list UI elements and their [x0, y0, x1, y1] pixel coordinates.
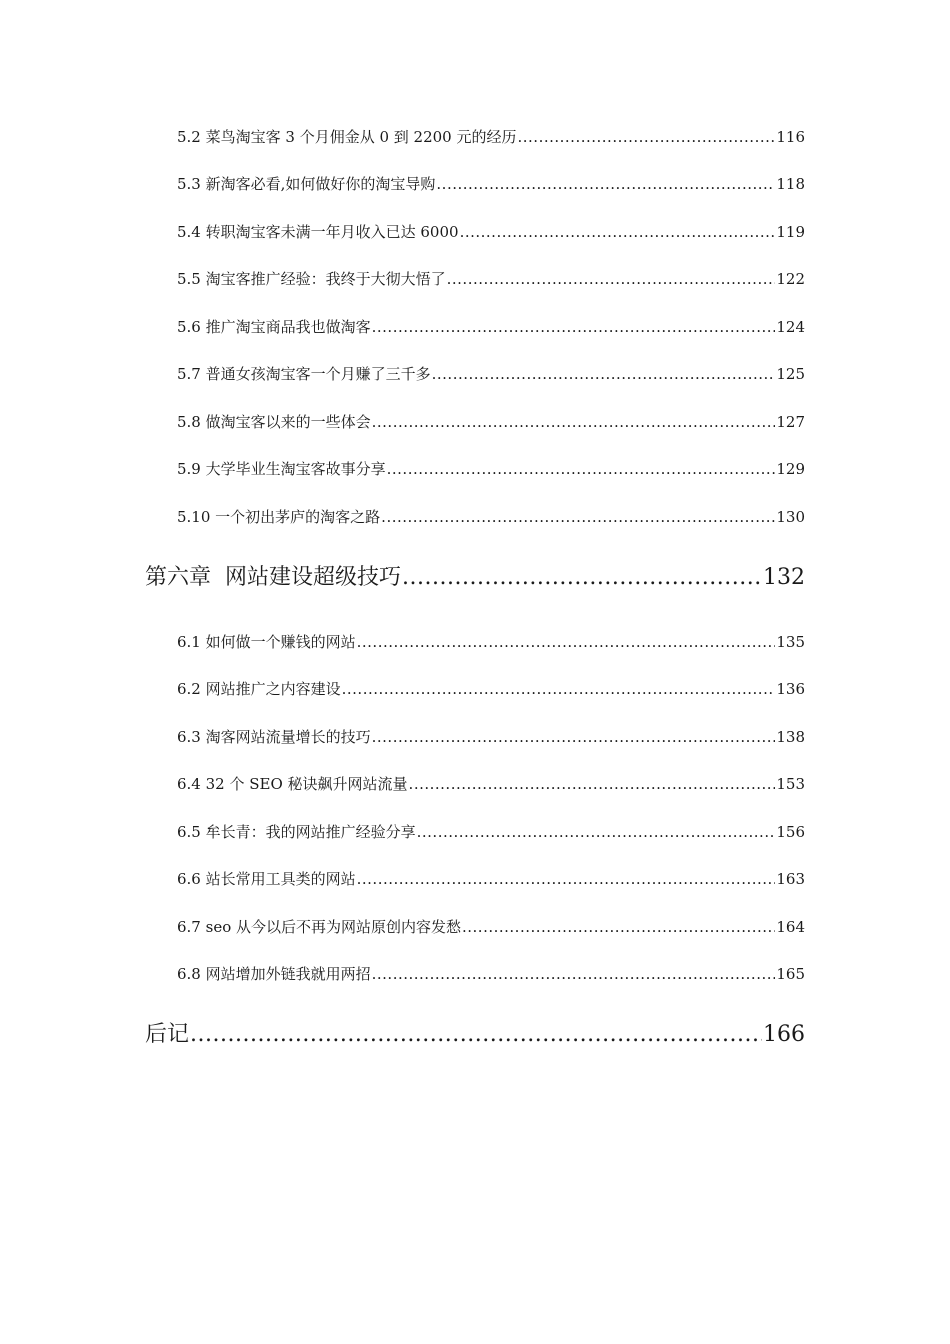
- toc-entry-title: 6.6 站长常用工具类的网站: [177, 870, 356, 888]
- dot-leader: [462, 916, 775, 938]
- chapter-name: 网站建设超级技巧: [225, 565, 402, 590]
- toc-entry-page: 135: [776, 633, 805, 651]
- toc-entry-page: 153: [776, 775, 805, 793]
- dot-leader: [447, 268, 776, 290]
- toc-entry-5-6[interactable]: [177, 316, 805, 338]
- toc-entry-page: 129: [776, 460, 805, 478]
- toc-afterword[interactable]: [145, 1019, 805, 1051]
- toc-entry-title: 6.4 32 个 SEO 秘诀飙升网站流量: [177, 775, 408, 793]
- chapter-page: 132: [763, 565, 805, 590]
- dot-leader: [409, 773, 776, 795]
- toc-entry-title: 6.8 网站增加外链我就用两招: [177, 965, 371, 983]
- toc-entry-5-7[interactable]: [177, 363, 805, 385]
- toc-entry-title: 5.6 推广淘宝商品我也做淘客: [177, 318, 371, 336]
- toc-entry-page: 165: [776, 965, 805, 983]
- toc-entry-5-2[interactable]: [177, 126, 805, 148]
- toc-entry-5-10[interactable]: [177, 506, 805, 528]
- toc-entry-5-4[interactable]: [177, 221, 805, 243]
- dot-leader: [372, 963, 776, 985]
- toc-entry-page: 136: [776, 680, 805, 698]
- dot-leader: [432, 363, 776, 385]
- toc-entry-title: 5.10 一个初出茅庐的淘客之路: [177, 508, 381, 526]
- toc-entry-page: 122: [776, 270, 805, 288]
- toc-entry-title: 5.2 菜鸟淘宝客 3 个月佣金从 0 到 2200 元的经历: [177, 128, 517, 146]
- toc-entry-page: 163: [776, 870, 805, 888]
- chapter-title: [145, 562, 401, 594]
- toc-entry-6-6[interactable]: [177, 868, 805, 890]
- toc-entry-6-8[interactable]: [177, 963, 805, 985]
- toc-entry-page: 125: [776, 365, 805, 383]
- afterword-title: 后记: [145, 1022, 190, 1047]
- toc-entry-6-2[interactable]: [177, 678, 805, 700]
- dot-leader: [190, 1019, 762, 1051]
- chapter-label: 第六章: [145, 565, 212, 590]
- toc-entry-title: 5.8 做淘宝客以来的一些体会: [177, 413, 371, 431]
- toc-entry-title: 6.5 牟长青：我的网站推广经验分享: [177, 823, 416, 841]
- toc-entry-title: 6.3 淘客网站流量增长的技巧: [177, 728, 371, 746]
- toc-entry-page: 124: [776, 318, 805, 336]
- toc-entry-title: 6.1 如何做一个赚钱的网站: [177, 633, 356, 651]
- dot-leader: [387, 458, 776, 480]
- dot-leader: [372, 411, 776, 433]
- dot-leader: [402, 562, 762, 594]
- toc-entry-page: 164: [776, 918, 805, 936]
- toc-entry-5-5[interactable]: [177, 268, 805, 290]
- toc-chapter-6[interactable]: [145, 562, 805, 594]
- toc-entry-title: 5.5 淘宝客推广经验：我终于大彻大悟了: [177, 270, 446, 288]
- dot-leader: [372, 316, 776, 338]
- toc-entry-6-3[interactable]: [177, 726, 805, 748]
- dot-leader: [436, 173, 775, 195]
- toc-entry-page: 116: [776, 128, 805, 146]
- toc-entry-5-9[interactable]: [177, 458, 805, 480]
- toc-entry-title: 5.3 新淘客必看,如何做好你的淘宝导购: [177, 175, 436, 193]
- toc-entry-title: 5.7 普通女孩淘宝客一个月赚了三千多: [177, 365, 431, 383]
- toc-entry-5-3[interactable]: [177, 173, 805, 195]
- toc-entry-6-5[interactable]: [177, 821, 805, 843]
- dot-leader: [460, 221, 776, 243]
- toc-entry-title: 5.4 转职淘宝客未满一年月收入已达 6000: [177, 223, 459, 241]
- dot-leader: [372, 726, 776, 748]
- dot-leader: [417, 821, 776, 843]
- toc-entry-6-1[interactable]: [177, 631, 805, 653]
- dot-leader: [518, 126, 776, 148]
- toc-entry-page: 118: [776, 175, 805, 193]
- toc-entry-title: 6.7 seo 从今以后不再为网站原创内容发愁: [177, 918, 461, 936]
- toc-entry-6-4[interactable]: [177, 773, 805, 795]
- toc-entry-6-7[interactable]: [177, 916, 805, 938]
- toc-entry-page: 127: [776, 413, 805, 431]
- toc-entry-title: 5.9 大学毕业生淘宝客故事分享: [177, 460, 386, 478]
- toc-entry-page: 130: [776, 508, 805, 526]
- toc-entry-page: 138: [776, 728, 805, 746]
- toc-entry-5-8[interactable]: [177, 411, 805, 433]
- dot-leader: [381, 506, 775, 528]
- toc-entry-page: 119: [776, 223, 805, 241]
- toc-entry-title: 6.2 网站推广之内容建设: [177, 680, 341, 698]
- dot-leader: [357, 631, 776, 653]
- dot-leader: [357, 868, 776, 890]
- dot-leader: [342, 678, 776, 700]
- toc-entry-page: 156: [776, 823, 805, 841]
- afterword-page: 166: [763, 1022, 805, 1047]
